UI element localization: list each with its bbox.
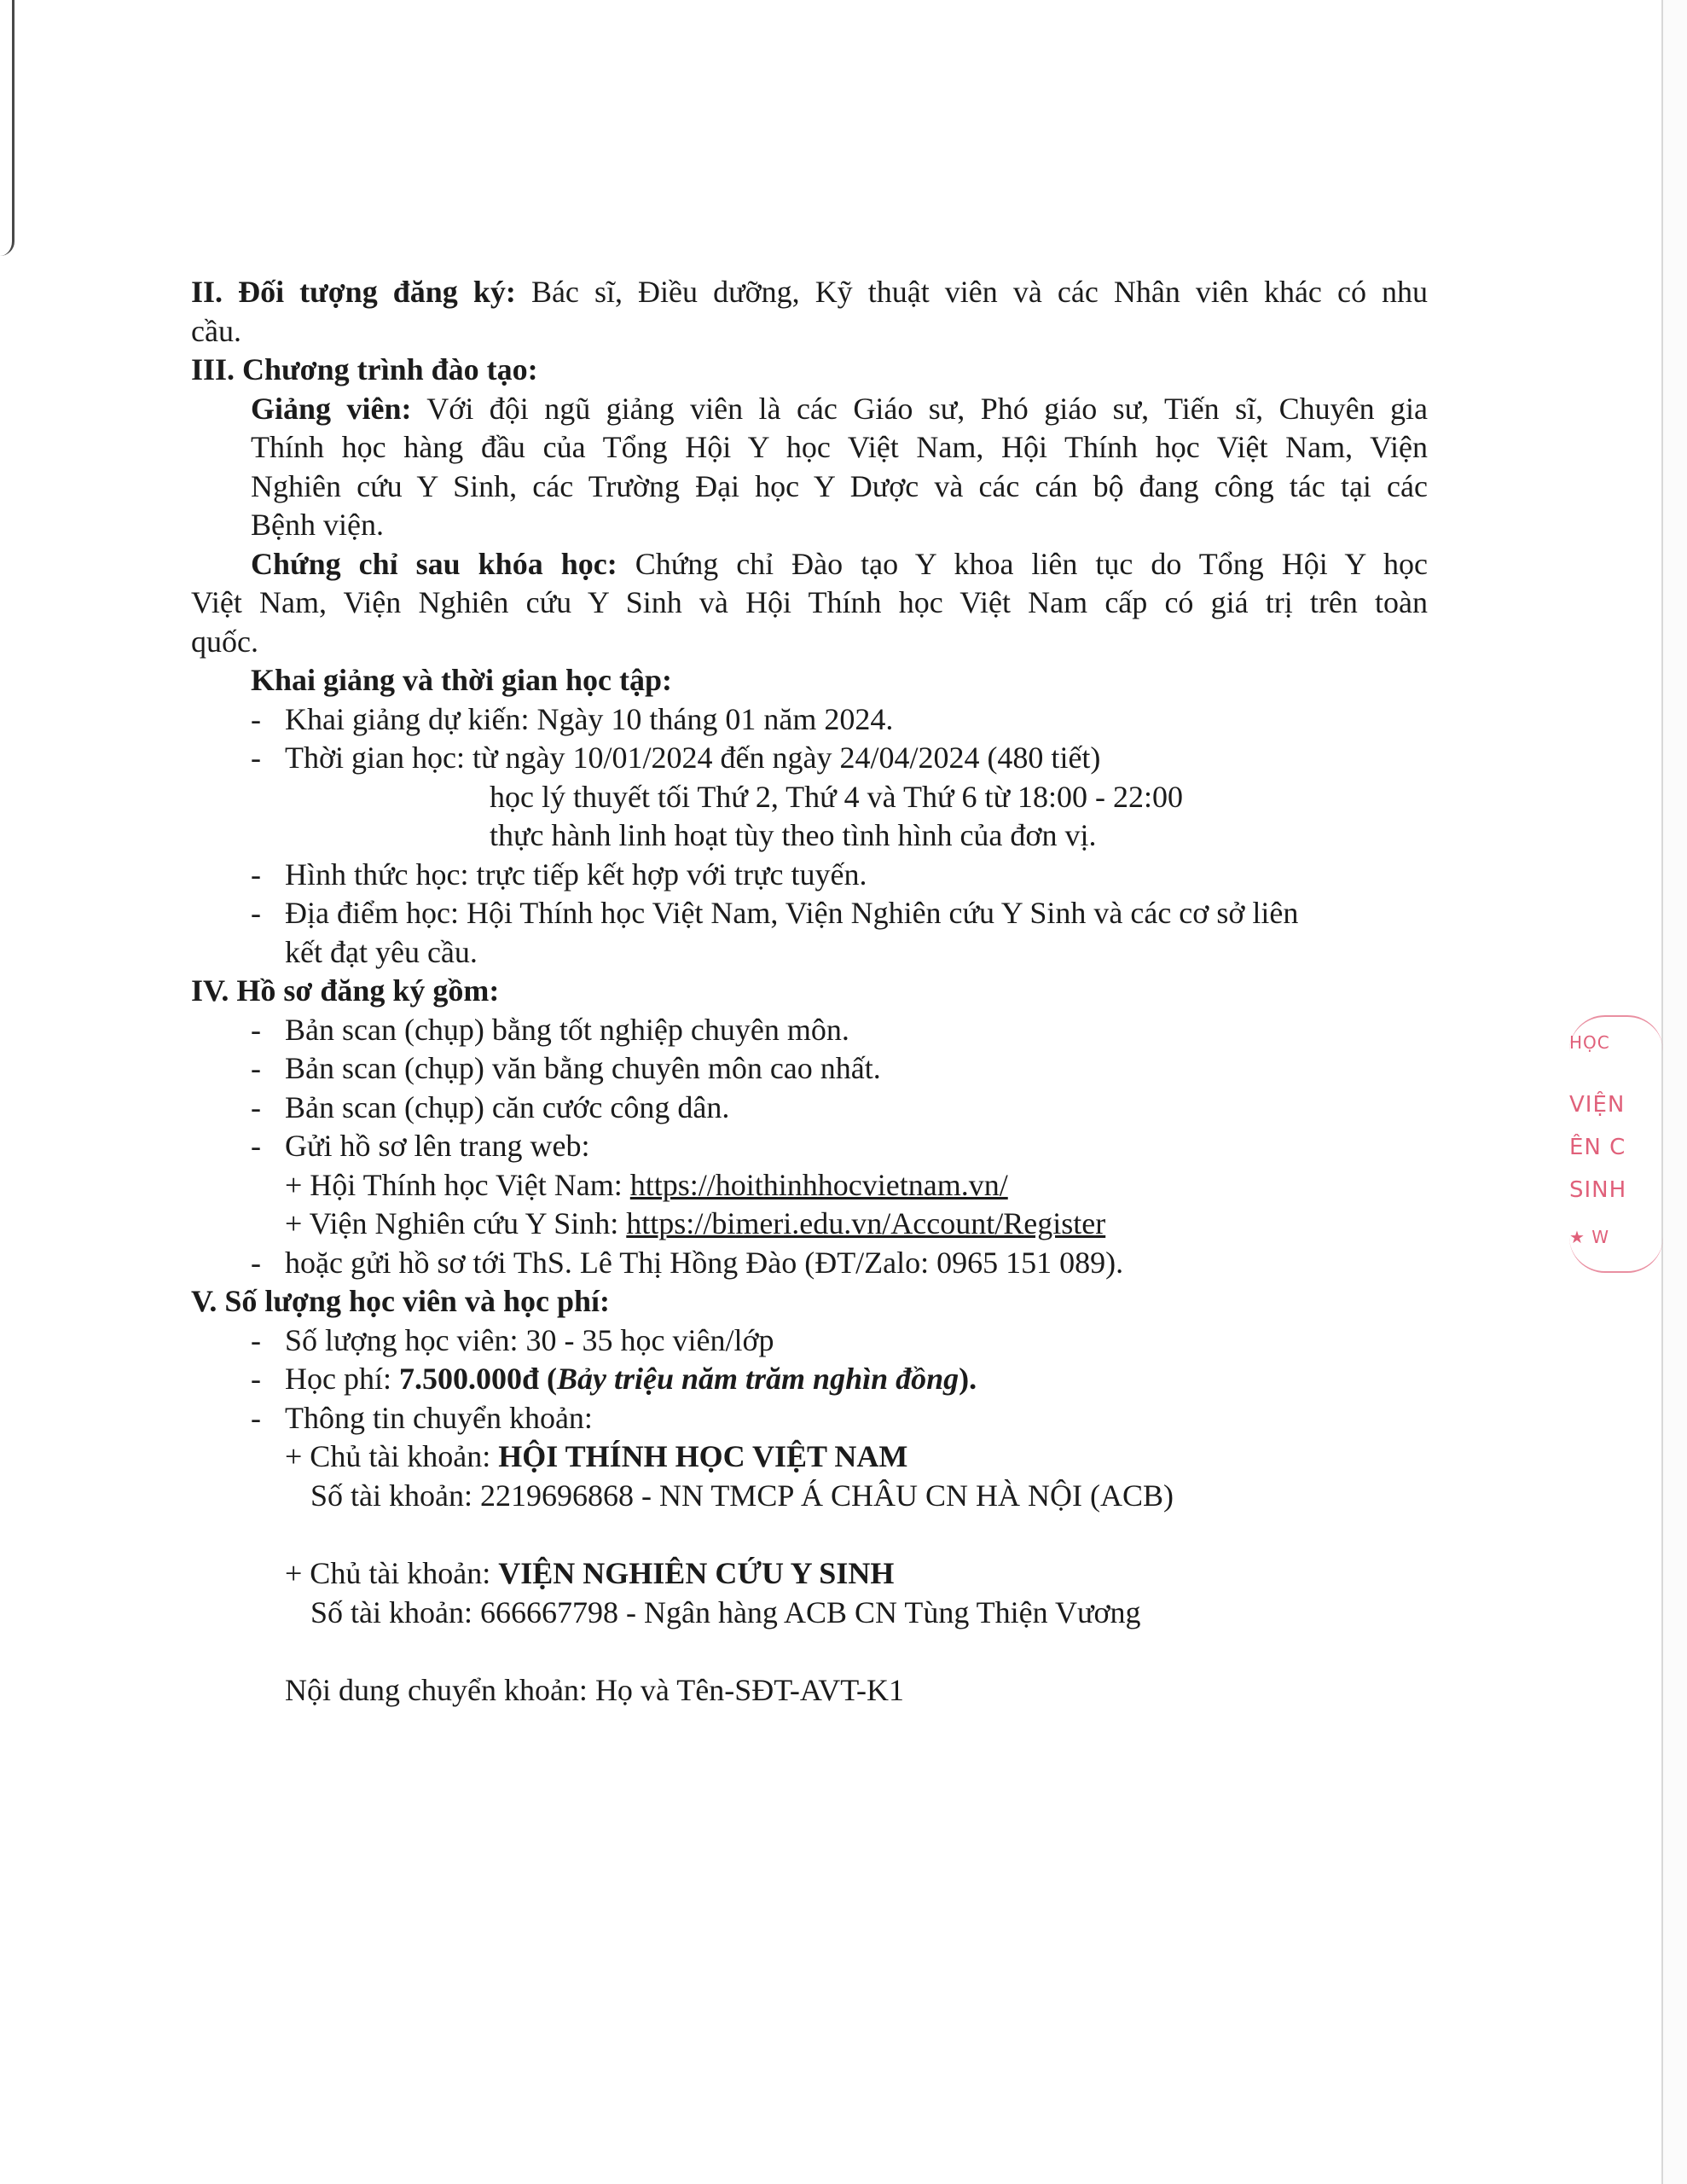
docs-item-text: Bản scan (chụp) bằng tốt nghiệp chuyên môn. [285,1012,849,1047]
seal-stamp [1561,1007,1672,1297]
docs-item-2 [191,1049,1428,1089]
transfer-content: Nội dung chuyển khoản: Họ và Tên-SĐT-AVT-K1 [285,1673,904,1707]
fee-words: Bảy triệu năm trăm nghìn đồng [557,1362,959,1396]
fee-amount: 7.500.000đ [398,1362,540,1396]
transfer-label: Thông tin chuyển khoản: [285,1400,593,1435]
web-entry-2 [191,1205,1428,1244]
account1-holder [191,1438,1428,1477]
fee-text [251,1362,977,1396]
seal-text-3: ÊN C [1569,1135,1626,1160]
docs-item-text: Bản scan (chụp) căn cước công dân. [285,1089,730,1124]
contact-text: hoặc gửi hồ sơ tới ThS. Lê Thị Hồng Đào (ĐT/Zalo: 0965 151 089). [285,1245,1124,1280]
format-text: Hình thức học: trực tiếp kết hợp với trực tuyến. [285,857,867,892]
certificate-text-1: Chứng chỉ Đào tạo Y khoa liên tục do Tổng Hội Y học [635,546,1428,581]
docs-item-text: Gửi hồ sơ lên trang web: [285,1129,590,1163]
bullet-dash: - [251,1362,261,1396]
lecturer-line2: Thính học hàng đầu của Tổng Hội Y học Việt Nam, Hội Thính học Việt Nam, Viện [251,430,1428,464]
fee-label: Học phí: [285,1362,399,1396]
schedule-time-line2: học lý thuyết tối Thứ 2, Thứ 4 và Thứ 6 từ 18:00 - 22:00 [490,779,1184,814]
bullet-dash: - [251,1051,261,1085]
schedule-location [191,894,1428,933]
lecturer-text-1: Với đội ngũ giảng viên là các Giáo sư, Phó giáo sư, Tiến sĩ, Chuyên gia [426,391,1428,426]
bullet-dash: - [251,701,261,736]
section3-heading: III. Chương trình đào tạo: [191,352,538,386]
account2-label: + Chủ tài khoản: [285,1556,499,1590]
time-text-1: Thời gian học: từ ngày 10/01/2024 đến ngày 24/04/2024 (480 tiết) [285,741,1101,775]
students-text: Số lượng học viên: 30 - 35 học viên/lớp [285,1322,774,1357]
certificate-label: Chứng chỉ sau khóa học: [251,546,617,581]
docs-item-1 [191,1011,1428,1050]
scan-edge-left [0,0,14,256]
lecturer-line4: Bệnh viện. [251,508,384,542]
section4-heading: IV. Hồ sơ đăng ký gồm: [191,973,500,1008]
section2-line1 [191,273,1428,312]
bullet-dash: - [251,741,261,775]
section2-text: Bác sĩ, Điều dưỡng, Kỹ thuật viên và các Nhân viên khác có nhu [530,275,1429,309]
bullet-dash: - [251,1129,261,1163]
docs-contact [191,1244,1428,1283]
lecturer-line3: Nghiên cứu Y Sinh, các Trường Đại học Y Dược và các cán bộ đang công tác tại các [251,468,1428,503]
bullet-dash: - [251,1012,261,1047]
web1-link[interactable]: https://hoithinhhocvietnam.vn/ [629,1167,1008,1202]
schedule-time-line3: thực hành linh hoạt tùy theo tình hình của đơn vị. [490,818,1097,852]
lecturer-label: Giảng viên: [251,391,412,426]
document-page [191,273,1428,1711]
seal-text-1: HỌC [1569,1032,1610,1053]
docs-item-3 [191,1089,1428,1128]
docs-item-4 [191,1127,1428,1166]
account1-name: HỘI THÍNH HỌC VIỆT NAM [498,1439,908,1473]
schedule-heading: Khai giảng và thời gian học tập: [251,663,673,697]
bullet-dash: - [251,896,261,930]
spacer [191,1632,1428,1671]
section2-heading: II. Đối tượng đăng ký: [191,275,516,309]
schedule-format [191,856,1428,895]
seal-ring-bottom [1569,1237,1663,1273]
section2-line2: cầu. [191,313,241,348]
account1-label: + Chủ tài khoản: [285,1439,499,1473]
account2-number: Số tài khoản: 666667798 - Ngân hàng ACB CN Tùng Thiện Vương [310,1594,1141,1629]
bullet-dash: - [251,857,261,892]
opening-text: Khai giảng dự kiến: Ngày 10 tháng 01 năm 2024. [285,701,894,736]
seal-text-4: SINH [1569,1177,1627,1203]
transfer-item [191,1399,1428,1438]
location-text-1: Địa điểm học: Hội Thính học Việt Nam, Viện Nghiên cứu Y Sinh và các cơ sở liên [285,896,1299,930]
students-item [191,1321,1428,1361]
web-entry-1 [191,1166,1428,1205]
account2-name: VIỆN NGHIÊN CỨU Y SINH [498,1556,895,1590]
section5-heading: V. Số lượng học viên và học phí: [191,1284,610,1318]
account2-holder [191,1554,1428,1594]
web1-label: + Hội Thính học Việt Nam: [285,1167,630,1202]
schedule-location-line2: kết đạt yêu cầu. [285,934,478,969]
certificate-line1 [191,545,1428,584]
web2-link[interactable]: https://bimeri.edu.vn/Account/Register [626,1206,1106,1240]
certificate-line3: quốc. [191,624,258,659]
fee-item [191,1360,1428,1399]
schedule-time [191,739,1428,778]
web2-label: + Viện Nghiên cứu Y Sinh: [285,1206,627,1240]
fee-paren-close: ). [959,1362,977,1396]
account1-number: Số tài khoản: 2219696868 - NN TMCP Á CHÂU CN HÀ NỘI (ACB) [310,1478,1174,1513]
seal-text-2: VIỆN [1569,1092,1626,1118]
bullet-dash: - [251,1245,261,1280]
fee-paren-open: ( [539,1362,558,1396]
spacer [191,1515,1428,1554]
bullet-dash: - [251,1089,261,1124]
bullet-dash: - [251,1400,261,1435]
bullet-dash: - [251,1322,261,1357]
seal-text-5: ★ W [1569,1227,1610,1247]
schedule-opening [191,700,1428,740]
docs-item-text: Bản scan (chụp) văn bằng chuyên môn cao nhất. [285,1051,881,1085]
lecturer-line1 [191,390,1428,429]
certificate-line2: Việt Nam, Viện Nghiên cứu Y Sinh và Hội Thính học Việt Nam cấp có giá trị trên toàn [191,585,1428,619]
